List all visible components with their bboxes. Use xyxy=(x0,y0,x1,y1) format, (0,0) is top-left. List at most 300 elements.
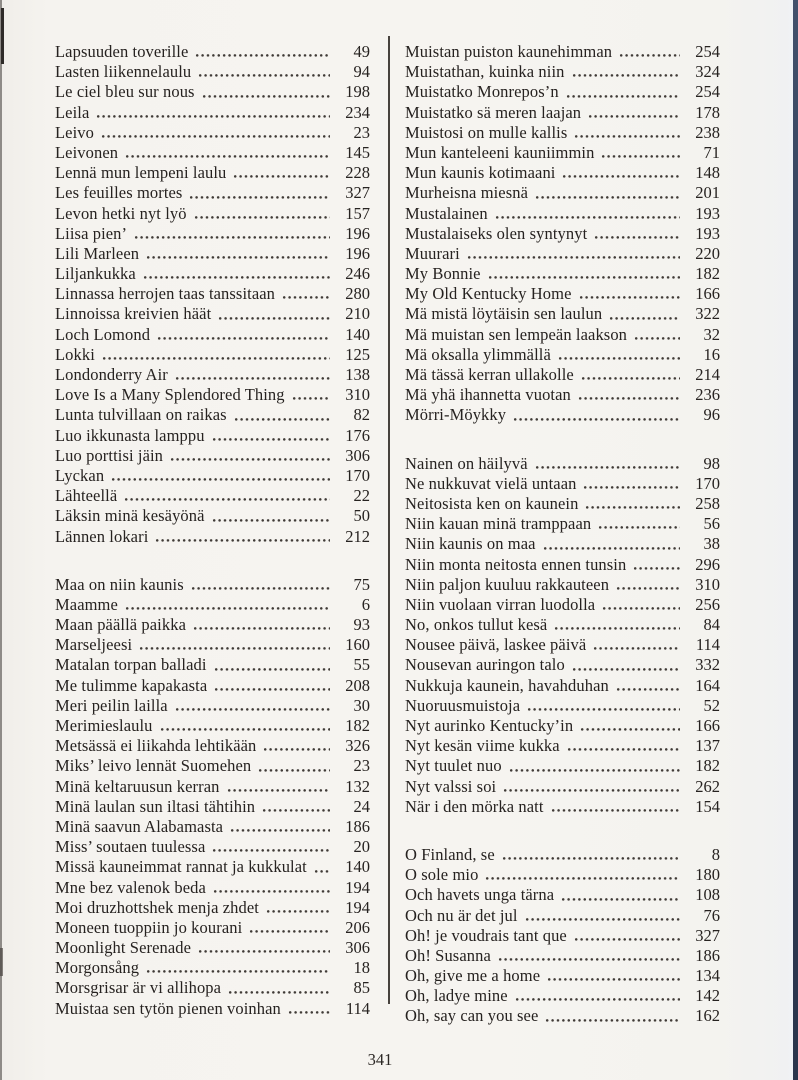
song-title: Lähteellä xyxy=(55,486,118,506)
dot-leader xyxy=(503,788,680,793)
page-ref: 138 xyxy=(345,365,370,384)
dot-leader xyxy=(228,990,330,995)
dot-leader xyxy=(545,1018,680,1023)
index-entry xyxy=(55,655,370,675)
page-ref: 166 xyxy=(695,284,720,304)
index-entry xyxy=(55,857,370,877)
page-ref: 94 xyxy=(353,62,370,82)
page-ref: 96 xyxy=(703,405,720,425)
song-title: Oh, say can you see xyxy=(405,1006,539,1026)
dot-leader xyxy=(485,876,680,881)
dot-leader xyxy=(547,977,680,982)
index-entry xyxy=(405,716,720,736)
index-entry xyxy=(55,284,370,304)
index-entry xyxy=(55,244,370,264)
dot-leader xyxy=(574,937,680,942)
dot-leader xyxy=(227,788,331,793)
dot-leader xyxy=(634,336,680,341)
dot-leader xyxy=(572,667,680,672)
index-entry xyxy=(55,385,370,405)
dot-leader xyxy=(509,768,680,773)
index-entry xyxy=(55,204,370,224)
page-ref: 254 xyxy=(695,82,720,102)
index-entry xyxy=(405,534,720,554)
page-ref: 327 xyxy=(345,183,370,203)
dot-leader xyxy=(535,465,680,470)
song-title: Och nu är det jul xyxy=(405,905,518,925)
dot-leader xyxy=(96,114,330,119)
song-title: Nousevan auringon talo xyxy=(405,655,565,675)
page-ref: 108 xyxy=(695,885,720,905)
song-title: Missä kauneimmat rannat ja kukkulat xyxy=(55,857,307,877)
song-title: Linnassa herrojen taas tanssitaan xyxy=(55,284,276,304)
dot-leader xyxy=(616,586,680,591)
page-ref: 170 xyxy=(345,465,370,485)
dot-leader xyxy=(314,869,330,874)
index-entry xyxy=(55,345,370,365)
scan-left-edge-mark xyxy=(0,948,3,976)
index-entry xyxy=(55,635,370,655)
scan-left-edge-mark xyxy=(1,8,4,64)
dot-leader xyxy=(502,856,680,861)
page-ref: 16 xyxy=(703,344,720,364)
page-ref: 306 xyxy=(345,445,370,465)
page-ref: 327 xyxy=(695,925,720,945)
page-ref: 194 xyxy=(345,897,370,917)
page-ref: 6 xyxy=(361,594,370,614)
song-title: Mörri-Möykky xyxy=(405,405,507,425)
song-title: Lännen lokari xyxy=(55,526,149,546)
page-ref: 332 xyxy=(695,655,720,675)
dot-leader xyxy=(288,1010,330,1015)
index-entry xyxy=(55,62,370,82)
song-title: Och havets unga tärna xyxy=(405,885,555,905)
page-ref: 32 xyxy=(703,324,720,344)
page-ref: 114 xyxy=(695,635,720,655)
song-title: Lapsuuden toverille xyxy=(55,42,189,61)
song-title: Luo ikkunasta lamppu xyxy=(55,425,205,445)
song-title: Liljankukka xyxy=(55,264,136,284)
dot-leader xyxy=(125,154,330,159)
page-ref: 140 xyxy=(345,857,370,877)
song-title: Muistosi on mulle kallis xyxy=(405,122,568,142)
page-ref: 22 xyxy=(353,486,370,506)
dot-leader xyxy=(562,174,680,179)
index-entry xyxy=(55,777,370,797)
page-ref: 182 xyxy=(695,756,720,776)
dot-leader xyxy=(558,356,680,361)
dot-leader xyxy=(191,586,330,591)
index-entry xyxy=(55,676,370,696)
index-entry xyxy=(405,966,720,986)
index-entry xyxy=(405,777,720,797)
dot-leader xyxy=(143,275,330,280)
index-entry xyxy=(55,304,370,324)
song-title: Love Is a Many Splendored Thing xyxy=(55,385,285,405)
page-ref: 310 xyxy=(345,385,370,405)
song-title: Lyckan xyxy=(55,465,105,485)
index-entry xyxy=(405,1006,720,1026)
page-ref: 160 xyxy=(345,635,370,655)
song-title: Nukkuja kaunein, havahduhan xyxy=(405,675,609,695)
dot-leader xyxy=(234,417,330,422)
song-title: Leivonen xyxy=(55,142,119,162)
index-entry xyxy=(405,143,720,163)
page-ref: 82 xyxy=(353,405,370,425)
song-title: Mun kaunis kotimaani xyxy=(405,163,556,183)
index-entry xyxy=(55,878,370,898)
page-ref: 194 xyxy=(345,877,370,897)
page-ref: 182 xyxy=(345,716,370,735)
song-title: Meri peilin lailla xyxy=(55,695,168,715)
dot-leader xyxy=(230,828,330,833)
dot-leader xyxy=(543,546,680,551)
index-entry xyxy=(405,325,720,345)
index-entry xyxy=(55,325,370,345)
index-entry xyxy=(55,958,370,978)
index-entry xyxy=(405,615,720,635)
index-entry xyxy=(405,62,720,82)
page-ref: 164 xyxy=(695,675,720,695)
dot-leader xyxy=(160,727,330,732)
page-ref: 256 xyxy=(695,594,720,614)
page-ref: 236 xyxy=(695,385,720,405)
index-entry xyxy=(405,575,720,595)
index-entry xyxy=(55,756,370,776)
song-title: Moonlight Serenade xyxy=(55,938,192,958)
song-title: Mne bez valenok beda xyxy=(55,877,206,897)
index-entry xyxy=(405,454,720,474)
song-title: Linnoissa kreivien häät xyxy=(55,304,212,324)
page-ref: 170 xyxy=(695,473,720,493)
song-title: Matalan torpan balladi xyxy=(55,655,207,675)
index-entry xyxy=(55,183,370,203)
dot-leader xyxy=(198,73,330,78)
page-ref: 56 xyxy=(703,514,720,534)
page-ref: 246 xyxy=(345,264,370,284)
page-ref: 182 xyxy=(695,264,720,284)
dot-leader xyxy=(566,94,680,99)
dot-leader xyxy=(101,134,330,139)
dot-leader xyxy=(619,53,680,58)
dot-leader xyxy=(561,897,680,902)
song-title: Lunta tulvillaan on raikas xyxy=(55,405,227,425)
index-entry xyxy=(405,385,720,405)
index-entry xyxy=(55,264,370,284)
page-ref: 145 xyxy=(345,142,370,162)
page-ref: 132 xyxy=(345,776,370,796)
index-entry xyxy=(405,926,720,946)
dot-leader xyxy=(146,969,330,974)
page-ref: 20 xyxy=(353,837,370,857)
index-entry xyxy=(55,527,370,547)
index-entry xyxy=(405,736,720,756)
song-title: Muistathan, kuinka niin xyxy=(405,62,565,82)
song-title: Nyt aurinko Kentucky’in xyxy=(405,716,574,735)
page-ref: 114 xyxy=(345,998,370,1018)
dot-leader xyxy=(602,606,680,611)
dot-leader xyxy=(579,295,680,300)
index-entry xyxy=(405,474,720,494)
index-entry xyxy=(55,365,370,385)
dot-leader xyxy=(193,626,330,631)
dot-leader xyxy=(282,295,330,300)
song-title: Lokki xyxy=(55,344,95,364)
index-entry xyxy=(55,405,370,425)
page-ref: 214 xyxy=(695,365,720,384)
scan-right-book-cover-edge xyxy=(793,0,798,1080)
index-entry xyxy=(55,446,370,466)
index-entry xyxy=(405,676,720,696)
page-ref: 23 xyxy=(353,756,370,776)
dot-leader xyxy=(609,316,680,321)
page-ref: 212 xyxy=(345,526,370,546)
page-ref: 8 xyxy=(711,844,720,864)
index-entry xyxy=(405,865,720,885)
page-ref: 76 xyxy=(703,905,720,925)
dot-leader xyxy=(202,94,330,99)
index-entry xyxy=(55,42,370,62)
song-title: O Finland, se xyxy=(405,844,495,864)
song-title: Lennä mun lempeni laulu xyxy=(55,163,227,183)
index-entry xyxy=(55,736,370,756)
page-ref: 186 xyxy=(345,816,370,836)
index-group xyxy=(405,454,720,817)
index-entry xyxy=(405,264,720,284)
dot-leader xyxy=(581,376,680,381)
song-title: Mustalaiseks olen syntynyt xyxy=(405,223,588,243)
dot-leader xyxy=(139,646,330,651)
dot-leader xyxy=(194,215,330,220)
dot-leader xyxy=(233,174,330,179)
page-ref: 84 xyxy=(703,615,720,635)
index-column-right xyxy=(405,42,720,1027)
dot-leader xyxy=(175,376,330,381)
song-title: Minä laulan sun iltasi tähtihin xyxy=(55,796,256,816)
song-title: Mä oksalla ylimmällä xyxy=(405,344,551,364)
page-ref: 50 xyxy=(353,506,370,526)
song-title: Luo porttisi jäin xyxy=(55,445,164,465)
index-group xyxy=(55,575,370,1019)
dot-leader xyxy=(212,437,330,442)
song-title: Niin monta neitosta ennen tunsin xyxy=(405,554,627,574)
dot-leader xyxy=(554,626,680,631)
index-entry xyxy=(55,595,370,615)
song-title: Le ciel bleu sur nous xyxy=(55,82,195,102)
song-title: Me tulimme kapakasta xyxy=(55,675,208,695)
dot-leader xyxy=(593,646,680,651)
index-entry xyxy=(55,999,370,1019)
dot-leader xyxy=(124,497,330,502)
song-title: Niin kauan minä tramppaan xyxy=(405,514,592,534)
dot-leader xyxy=(551,808,680,813)
dot-leader xyxy=(213,889,330,894)
song-title: Neitosista ken on kaunein xyxy=(405,493,579,513)
song-title: Nainen on häilyvä xyxy=(405,453,528,473)
dot-leader xyxy=(498,957,680,962)
song-title: Moneen tuoppiin jo kourani xyxy=(55,917,243,937)
index-entry xyxy=(55,123,370,143)
song-title: Leila xyxy=(55,102,90,122)
dot-leader xyxy=(578,396,680,401)
index-entry xyxy=(405,494,720,514)
page-ref: 322 xyxy=(695,304,720,324)
page-ref: 93 xyxy=(353,615,370,635)
dot-leader xyxy=(525,917,680,922)
page-ref: 52 xyxy=(703,695,720,715)
page-ref: 98 xyxy=(703,453,720,473)
page-ref: 196 xyxy=(345,223,370,243)
index-entry xyxy=(55,837,370,857)
song-title: Läksin minä kesäyönä xyxy=(55,506,205,526)
dot-leader xyxy=(574,134,680,139)
dot-leader xyxy=(598,525,680,530)
page-ref: 186 xyxy=(695,945,720,965)
index-entry xyxy=(55,466,370,486)
dot-leader xyxy=(214,687,330,692)
song-title: Mä muistan sen lempeän laakson xyxy=(405,324,628,344)
index-entry xyxy=(55,898,370,918)
page-number: 341 xyxy=(367,1050,393,1069)
page-ref: 137 xyxy=(695,736,720,756)
dot-leader xyxy=(258,768,330,773)
song-title: Muurari xyxy=(405,243,460,263)
song-title: Metsässä ei liikahda lehtikään xyxy=(55,736,257,756)
dot-leader xyxy=(175,707,330,712)
index-entry xyxy=(55,575,370,595)
page-ref: 142 xyxy=(695,986,720,1006)
index-entry xyxy=(405,696,720,716)
song-title: Liisa pien’ xyxy=(55,223,128,243)
index-entry xyxy=(55,426,370,446)
song-title: Maan päällä paikka xyxy=(55,615,186,635)
page-ref: 23 xyxy=(353,122,370,142)
song-title: Oh, ladye mine xyxy=(405,986,508,1006)
page-ref: 208 xyxy=(345,675,370,695)
song-title: Niin vuolaan virran luodolla xyxy=(405,594,596,614)
index-entry xyxy=(405,555,720,575)
dot-leader xyxy=(292,396,330,401)
song-title: O sole mio xyxy=(405,865,479,885)
dot-leader xyxy=(198,949,330,954)
dot-leader xyxy=(616,687,680,692)
scan-left-edge xyxy=(0,0,2,1080)
dot-leader xyxy=(170,457,330,462)
song-title: Loch Lomond xyxy=(55,324,151,344)
dot-leader xyxy=(594,235,680,240)
dot-leader xyxy=(102,356,330,361)
song-title: Muistaa sen tytön pienen voinhan xyxy=(55,998,281,1018)
dot-leader xyxy=(146,255,330,260)
index-entry xyxy=(405,163,720,183)
page-ref: 258 xyxy=(695,493,720,513)
index-entry xyxy=(405,756,720,776)
page-ref: 198 xyxy=(345,82,370,102)
page-ref: 71 xyxy=(703,142,720,162)
scan-right-edge-highlight xyxy=(786,0,793,1080)
page-ref: 262 xyxy=(695,776,720,796)
page-ref: 24 xyxy=(353,796,370,816)
index-entry xyxy=(55,224,370,244)
dot-leader xyxy=(125,606,330,611)
dot-leader xyxy=(585,505,680,510)
index-entry xyxy=(405,42,720,62)
page-ref: 125 xyxy=(345,344,370,364)
song-title: Niin kaunis on maa xyxy=(405,534,536,554)
page-ref: 206 xyxy=(345,917,370,937)
index-entry xyxy=(405,906,720,926)
dot-leader xyxy=(513,417,680,422)
page-ref: 228 xyxy=(345,163,370,183)
dot-leader xyxy=(266,909,330,914)
index-entry xyxy=(405,304,720,324)
index-entry xyxy=(55,797,370,817)
song-title: Miss’ soutaen tuulessa xyxy=(55,837,206,857)
dot-leader xyxy=(495,215,680,220)
dot-leader xyxy=(580,727,680,732)
index-entry xyxy=(405,635,720,655)
song-title: Oh! je voudrais tant que xyxy=(405,925,567,945)
page-ref: 49 xyxy=(353,42,370,61)
page-ref: 18 xyxy=(353,958,370,978)
page-ref: 193 xyxy=(695,203,720,223)
index-entry xyxy=(55,82,370,102)
index-entry xyxy=(405,514,720,534)
index-entry xyxy=(405,123,720,143)
song-title: Les feuilles mortes xyxy=(55,183,183,203)
index-entry xyxy=(55,143,370,163)
dot-leader xyxy=(218,316,330,321)
song-title: Mustalainen xyxy=(405,203,488,223)
page-ref: 38 xyxy=(703,534,720,554)
song-title: Miks’ leivo lennät Suomehen xyxy=(55,756,252,776)
index-entry xyxy=(405,103,720,123)
page-ref: 166 xyxy=(695,716,720,735)
song-title: Oh, give me a home xyxy=(405,966,541,986)
index-entry xyxy=(55,817,370,837)
song-title: Nyt tuulet nuo xyxy=(405,756,502,776)
page-ref: 280 xyxy=(345,284,370,304)
dot-leader xyxy=(249,929,330,934)
song-title: My Old Kentucky Home xyxy=(405,284,572,304)
song-title: Nyt kesän viime kukka xyxy=(405,736,560,756)
index-entry xyxy=(405,204,720,224)
song-title: Lasten liikennelaulu xyxy=(55,62,192,82)
page-ref: 306 xyxy=(345,938,370,958)
page-ref: 178 xyxy=(695,102,720,122)
index-entry xyxy=(405,885,720,905)
index-entry xyxy=(55,696,370,716)
index-entry xyxy=(405,655,720,675)
page-ref: 180 xyxy=(695,865,720,885)
dot-leader xyxy=(633,566,680,571)
dot-leader xyxy=(527,707,680,712)
index-entry xyxy=(405,797,720,817)
index-entry xyxy=(55,978,370,998)
song-title: Ne nukkuvat vielä untaan xyxy=(405,473,577,493)
index-entry xyxy=(405,284,720,304)
dot-leader xyxy=(515,997,680,1002)
index-entry xyxy=(55,163,370,183)
page-ref: 154 xyxy=(695,796,720,816)
page-ref: 238 xyxy=(695,122,720,142)
dot-leader xyxy=(601,154,680,159)
index-entry xyxy=(405,405,720,425)
song-title: My Bonnie xyxy=(405,264,481,284)
song-title: Marseljeesi xyxy=(55,635,133,655)
index-entry xyxy=(55,716,370,736)
page-ref: 220 xyxy=(695,243,720,263)
